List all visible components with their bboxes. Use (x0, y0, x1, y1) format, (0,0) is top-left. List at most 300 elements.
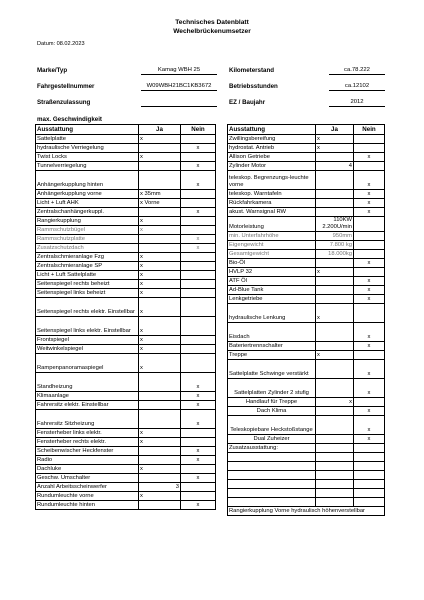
table-row (36, 447, 216, 456)
equipment-name: Zusatzausstattung: (228, 444, 316, 453)
equipment-name: Treppe (228, 351, 316, 360)
equipment-name: Licht + Luft AHK (36, 199, 139, 208)
equipment-ja (316, 323, 354, 342)
equipment-ja: x (139, 354, 181, 373)
equipment-name: Ad-Blue Tank (228, 286, 316, 295)
equipment-name: ATF Öl (228, 277, 316, 286)
table-row (36, 336, 216, 345)
table-row (228, 208, 385, 217)
equipment-nein: x (354, 208, 385, 217)
table-row (228, 379, 385, 398)
table-row (36, 345, 216, 354)
equipment-nein: x (181, 235, 216, 244)
equipment-nein (181, 354, 216, 373)
document-title: Technisches Datenblatt (175, 19, 249, 26)
equipment-name: Rammschutzplatte (36, 235, 139, 244)
equipment-nein (354, 471, 385, 480)
equipment-nein (181, 271, 216, 280)
equipment-nein (181, 298, 216, 317)
table-row (36, 199, 216, 208)
table-row (36, 501, 216, 510)
equipment-ja: x (139, 271, 181, 280)
equipment-name: teleskop. Begrenzungs-leuchte vorne (228, 171, 316, 190)
equipment-name: Standheizung (36, 373, 139, 392)
max-speed-label: max. Geschwindigkeit (37, 116, 102, 123)
table-row (36, 354, 216, 373)
equipment-nein: x (354, 416, 385, 435)
equipment-table-left (35, 124, 216, 510)
equipment-nein: x (354, 342, 385, 351)
equipment-ja: x (316, 351, 354, 360)
table-row (36, 235, 216, 244)
equipment-nein (354, 498, 385, 507)
equipment-ja: 950mm (316, 232, 354, 241)
table-row (228, 250, 385, 259)
equipment-ja: 110KW 2.200U/min (316, 217, 354, 232)
equipment-nein (181, 317, 216, 336)
equipment-name: Zylinder Motor (228, 162, 316, 171)
equipment-name (228, 480, 316, 489)
equipment-ja (316, 277, 354, 286)
equipment-name: Klimaanlage (36, 392, 139, 401)
equipment-ja (139, 392, 181, 401)
equipment-ja: 7.800 kg (316, 241, 354, 250)
equipment-nein (181, 465, 216, 474)
equipment-ja (139, 208, 181, 217)
equipment-name: Zentralschmieranlage Fzg (36, 253, 139, 262)
equipment-ja (316, 360, 354, 379)
equipment-ja (316, 462, 354, 471)
table-row (36, 244, 216, 253)
equipment-ja: 3 (139, 483, 181, 492)
equipment-name: Geschw. Umschalter (36, 474, 139, 483)
equipment-name: Tunnelverriegelung (36, 162, 139, 171)
equipment-name: Fahrersitz Sitzheizung (36, 410, 139, 429)
equipment-nein: x (181, 208, 216, 217)
table-row (36, 492, 216, 501)
equipment-name: Eigengewicht (228, 241, 316, 250)
table-row (228, 135, 385, 144)
equipment-nein: x (354, 407, 385, 416)
equipment-ja: x (139, 217, 181, 226)
equipment-ja: 4 (316, 162, 354, 171)
header-ausstattung: Ausstattung (228, 125, 316, 135)
equipment-name: Motorleistung (228, 217, 316, 232)
equipment-nein (354, 268, 385, 277)
table-row (36, 162, 216, 171)
equipment-ja (139, 144, 181, 153)
equipment-ja (139, 171, 181, 190)
equipment-name: HVLP 32 (228, 268, 316, 277)
equipment-nein (354, 135, 385, 144)
table-row (228, 489, 385, 498)
header-ausstattung: Ausstattung (36, 125, 139, 135)
equipment-name: Sattelplatte (36, 135, 139, 144)
table-row (36, 401, 216, 410)
table-row (228, 144, 385, 153)
equipment-nein (354, 444, 385, 453)
equipment-name: Dachluke (36, 465, 139, 474)
equipment-ja: x (139, 317, 181, 336)
table-row (36, 217, 216, 226)
equipment-nein (181, 217, 216, 226)
equipment-nein (354, 241, 385, 250)
equipment-ja: x (139, 429, 181, 438)
equipment-nein (181, 438, 216, 447)
equipment-nein (354, 162, 385, 171)
equipment-ja (316, 171, 354, 190)
equipment-nein (181, 253, 216, 262)
equipment-name: Anzahl Arbeitsscheinwerfer (36, 483, 139, 492)
field-value-betriebsstunden: ca.12102 (329, 82, 385, 91)
equipment-name: Rückfahrkamera (228, 199, 316, 208)
table-row (36, 465, 216, 474)
equipment-ja (316, 379, 354, 398)
table-row (228, 453, 385, 462)
equipment-name: Rundumleuchte vorne (36, 492, 139, 501)
equipment-ja: x (139, 465, 181, 474)
equipment-nein (181, 345, 216, 354)
equipment-name: Allison Getriebe (228, 153, 316, 162)
equipment-name: Licht + Luft Sattelplatte (36, 271, 139, 280)
table-row (228, 295, 385, 304)
equipment-ja (316, 407, 354, 416)
equipment-name: hydraulische Verriegelung (36, 144, 139, 153)
table-row (228, 232, 385, 241)
equipment-ja: 18.000kg (316, 250, 354, 259)
table-row (228, 190, 385, 199)
equipment-nein: x (354, 360, 385, 379)
equipment-ja: x (316, 144, 354, 153)
equipment-nein (354, 217, 385, 232)
equipment-name (228, 471, 316, 480)
equipment-name: akust. Warnsignal RW (228, 208, 316, 217)
equipment-name: Bateriertrennschalter (228, 342, 316, 351)
header-nein: Nein (354, 125, 385, 135)
table-row (36, 190, 216, 199)
equipment-nein (181, 262, 216, 271)
equipment-name: Rangierkupplung Vorne hydraulisch höhenverstellbar (228, 507, 385, 516)
table-row (228, 171, 385, 190)
table-row (228, 342, 385, 351)
equipment-nein (354, 453, 385, 462)
field-value-strassenzulassung (141, 98, 217, 107)
equipment-nein: x (354, 199, 385, 208)
equipment-nein (354, 489, 385, 498)
equipment-nein (181, 336, 216, 345)
equipment-ja (316, 342, 354, 351)
equipment-name: Zentralschmieranlage SP (36, 262, 139, 271)
equipment-nein (354, 304, 385, 323)
equipment-name: Twist Locks (36, 153, 139, 162)
equipment-name (228, 453, 316, 462)
table-row (228, 462, 385, 471)
equipment-name: Fensterheber rechts elektr. (36, 438, 139, 447)
table-row (228, 277, 385, 286)
equipment-nein (181, 429, 216, 438)
table-row (36, 392, 216, 401)
equipment-nein: x (181, 244, 216, 253)
equipment-ja (316, 416, 354, 435)
equipment-name (228, 498, 316, 507)
table-row (228, 323, 385, 342)
equipment-ja (316, 471, 354, 480)
table-row (228, 398, 385, 407)
equipment-nein (181, 135, 216, 144)
equipment-ja (316, 295, 354, 304)
table-row (36, 280, 216, 289)
table-row (228, 360, 385, 379)
equipment-name: Scheibenwischer Heckfenster (36, 447, 139, 456)
table-row (228, 304, 385, 323)
equipment-name: hydrostat. Antrieb (228, 144, 316, 153)
equipment-nein: x (354, 323, 385, 342)
equipment-ja: x (139, 336, 181, 345)
table-row (36, 483, 216, 492)
equipment-nein (181, 153, 216, 162)
document-subtitle: Wechelbrückenumsetzer (173, 28, 251, 35)
equipment-name: Frontspiegel (36, 336, 139, 345)
equipment-ja (316, 153, 354, 162)
equipment-ja: x Vorne (139, 199, 181, 208)
table-row (36, 144, 216, 153)
table-row (36, 153, 216, 162)
equipment-name: teleskop. Warntafeln (228, 190, 316, 199)
equipment-nein: x (181, 410, 216, 429)
equipment-nein: x (181, 392, 216, 401)
table-row (36, 429, 216, 438)
equipment-ja: x (139, 289, 181, 298)
equipment-nein: x (354, 435, 385, 444)
equipment-ja (139, 235, 181, 244)
equipment-ja (316, 286, 354, 295)
table-row (228, 162, 385, 171)
equipment-name: Gesamtgewicht (228, 250, 316, 259)
equipment-name: Anhängerkupplung vorne (36, 190, 139, 199)
equipment-name: Seitenspiegel rechts elektr. Einstellbar (36, 298, 139, 317)
equipment-nein (354, 232, 385, 241)
equipment-name: Rammschutzbügel (36, 226, 139, 235)
equipment-ja (316, 498, 354, 507)
equipment-ja (316, 489, 354, 498)
table-row (36, 262, 216, 271)
table-row (36, 289, 216, 298)
equipment-table-right (227, 124, 385, 516)
equipment-ja: x (316, 304, 354, 323)
table-row (228, 351, 385, 360)
equipment-name: Radio (36, 456, 139, 465)
equipment-ja (316, 199, 354, 208)
table-row (228, 153, 385, 162)
table-row (228, 199, 385, 208)
table-row (228, 471, 385, 480)
equipment-nein: x (181, 171, 216, 190)
equipment-ja (139, 410, 181, 429)
table-row (36, 226, 216, 235)
table-row (228, 498, 385, 507)
table-row (228, 480, 385, 489)
equipment-nein (354, 144, 385, 153)
equipment-nein: x (181, 401, 216, 410)
equipment-ja: x (316, 268, 354, 277)
field-value-ez-baujahr: 2012 (329, 98, 385, 107)
equipment-name: Rundumleuchte hinten (36, 501, 139, 510)
equipment-name: Teleskopiebare Heckstoßstange (228, 416, 316, 435)
document-date: Datum: 08.02.2023 (37, 41, 85, 47)
equipment-nein (354, 351, 385, 360)
equipment-nein: x (354, 153, 385, 162)
table-row (228, 286, 385, 295)
header-nein: Nein (181, 125, 216, 135)
table-row (36, 135, 216, 144)
equipment-name: Rangierkupplung (36, 217, 139, 226)
equipment-ja (139, 162, 181, 171)
equipment-nein (181, 199, 216, 208)
equipment-ja (316, 453, 354, 462)
equipment-name: Zusatzschutzdach (36, 244, 139, 253)
equipment-nein: x (181, 162, 216, 171)
table-row (228, 444, 385, 453)
equipment-ja: x (139, 226, 181, 235)
equipment-ja (316, 190, 354, 199)
table-row (36, 298, 216, 317)
equipment-name: hydraulische Lenkung (228, 304, 316, 323)
table-row (228, 507, 385, 516)
equipment-name: Anhängerkupplung hinten (36, 171, 139, 190)
equipment-nein: x (181, 501, 216, 510)
equipment-name: Bio-Öl (228, 259, 316, 268)
table-row (228, 407, 385, 416)
header-ja: Ja (139, 125, 181, 135)
equipment-nein: x (354, 295, 385, 304)
header-ja: Ja (316, 125, 354, 135)
equipment-ja (139, 474, 181, 483)
equipment-name: Dach Klima (228, 407, 316, 416)
equipment-name: Seitenspiegel links beheizt (36, 289, 139, 298)
equipment-ja: x (316, 398, 354, 407)
table-row (228, 241, 385, 250)
equipment-nein: x (354, 379, 385, 398)
equipment-name: Sattelplatte Schwinge verstärkt (228, 360, 316, 379)
table-row (36, 271, 216, 280)
field-value-kilometerstand: ca.78.222 (329, 66, 385, 75)
equipment-nein (181, 226, 216, 235)
equipment-name: Rampenpanoramaspiegel (36, 354, 139, 373)
equipment-nein: x (181, 447, 216, 456)
equipment-name: Fahrersitz elektr. Einstellbar (36, 401, 139, 410)
equipment-ja (316, 435, 354, 444)
equipment-ja: x (139, 135, 181, 144)
equipment-ja (316, 259, 354, 268)
field-label-ez-baujahr: EZ / Baujahr (229, 99, 266, 106)
equipment-nein (181, 280, 216, 289)
equipment-ja (316, 480, 354, 489)
table-row (36, 317, 216, 336)
equipment-nein: x (181, 144, 216, 153)
equipment-ja: x (139, 298, 181, 317)
table-row (36, 474, 216, 483)
equipment-nein: x (354, 190, 385, 199)
equipment-name: min. Unterfahrhöhe (228, 232, 316, 241)
equipment-name: Fensterheber links elektr. (36, 429, 139, 438)
equipment-nein (181, 492, 216, 501)
equipment-nein: x (181, 456, 216, 465)
equipment-name: Handlauf für Treppe (228, 398, 316, 407)
equipment-nein (354, 462, 385, 471)
equipment-nein (181, 289, 216, 298)
equipment-name (228, 462, 316, 471)
equipment-name: Dual Zuheizer (228, 435, 316, 444)
table-row (36, 253, 216, 262)
equipment-ja (139, 447, 181, 456)
equipment-nein: x (181, 474, 216, 483)
field-label-fahrgestellnummer: Fahrgestellnummer (37, 83, 95, 90)
table-row (228, 217, 385, 232)
equipment-ja (139, 501, 181, 510)
equipment-name: Zentralschanhängerkuppl. (36, 208, 139, 217)
equipment-name: Zwillingsbereifung (228, 135, 316, 144)
field-label-betriebsstunden: Betriebsstunden (229, 83, 278, 90)
table-row (228, 268, 385, 277)
equipment-ja: x (316, 135, 354, 144)
table-row (36, 456, 216, 465)
equipment-nein (354, 250, 385, 259)
field-value-marke: Kamag WBH 25 (141, 66, 217, 75)
equipment-nein (181, 483, 216, 492)
equipment-nein: x (354, 171, 385, 190)
equipment-nein: x (354, 259, 385, 268)
equipment-nein: x (354, 277, 385, 286)
equipment-ja (139, 244, 181, 253)
equipment-ja: x (139, 345, 181, 354)
equipment-ja: x (139, 253, 181, 262)
table-row (228, 259, 385, 268)
equipment-ja: x (139, 262, 181, 271)
table-row (36, 438, 216, 447)
equipment-ja: x (139, 438, 181, 447)
equipment-ja: x (139, 153, 181, 162)
field-label-kilometerstand: Kilometerstand (229, 67, 275, 74)
equipment-ja: x 35mm (139, 190, 181, 199)
field-value-fahrgestellnummer: W09WBH21BC1KB3672 (141, 82, 217, 91)
table-row (228, 416, 385, 435)
table-row (36, 171, 216, 190)
equipment-ja: x (139, 280, 181, 289)
equipment-nein: x (354, 286, 385, 295)
equipment-name: Sattelplatten Zylinder 2 stufig (228, 379, 316, 398)
equipment-ja (139, 373, 181, 392)
equipment-name (228, 489, 316, 498)
table-row (36, 373, 216, 392)
equipment-nein (354, 480, 385, 489)
equipment-name: Seitenspiegel links elektr. Einstellbar (36, 317, 139, 336)
field-label-strassenzulassung: Straßenzulassung (37, 99, 91, 106)
equipment-ja: x (139, 492, 181, 501)
table-row (228, 435, 385, 444)
equipment-name: Eisdach (228, 323, 316, 342)
equipment-ja (139, 401, 181, 410)
equipment-ja (139, 456, 181, 465)
equipment-name: Seitenspiegel rechts beheizt (36, 280, 139, 289)
equipment-ja (316, 444, 354, 453)
equipment-name: Weitwinkelspiegel (36, 345, 139, 354)
field-label-marke: Marke/Typ (37, 67, 68, 74)
equipment-nein: x (181, 373, 216, 392)
equipment-name: Lenkgetriebe (228, 295, 316, 304)
table-row (36, 208, 216, 217)
equipment-nein (354, 398, 385, 407)
table-row (36, 410, 216, 429)
